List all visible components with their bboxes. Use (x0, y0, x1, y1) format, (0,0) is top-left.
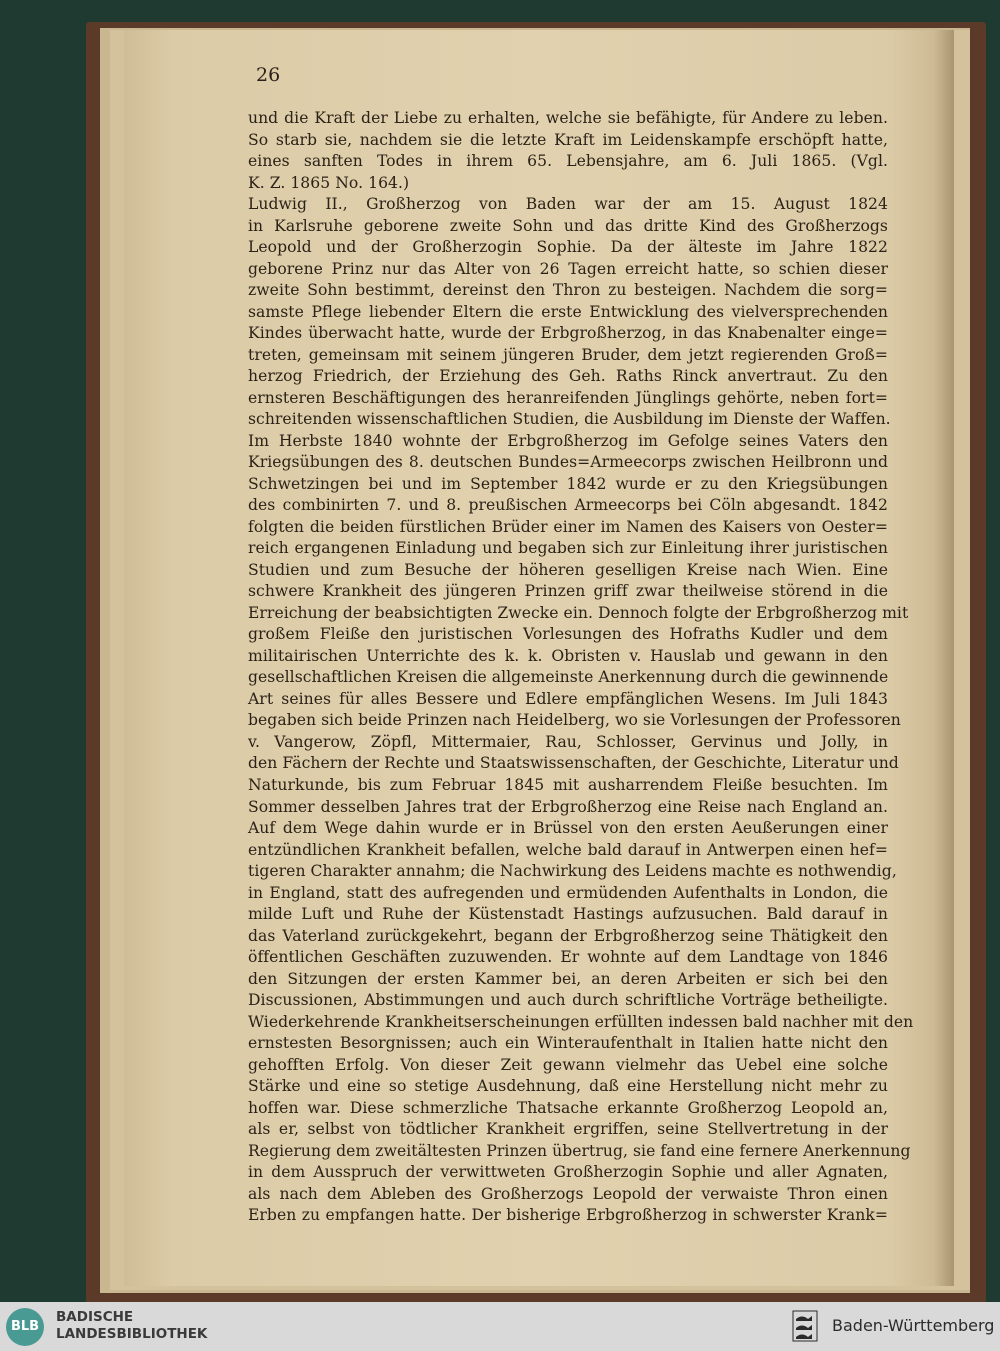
text-line: schwere Krankheit des jüngeren Prinzen griff zwar theilweise störend in die (248, 582, 888, 601)
page-text-block (248, 108, 914, 1227)
text-line: v. Vangerow, Zöpfl, Mittermaier, Rau, Schlosser, Gervinus und Jolly, in (248, 732, 888, 751)
text-line: eines sanften Todes in ihrem 65. Lebensjahre, am 6. Juli 1865. (Vgl. (248, 152, 888, 171)
text-line: samste Pflege liebender Eltern die erste Entwicklung des vielversprechenden (248, 302, 888, 321)
page-gutter-shadow (934, 30, 954, 1286)
baden-wuerttemberg-label[interactable]: Baden-Württemberg (832, 1316, 995, 1335)
text-line: treten, gemeinsam mit seinem jüngeren Bruder, dem jetzt regierenden Groß= (248, 345, 888, 364)
text-line: und die Kraft der Liebe zu erhalten, welche sie befähigte, für Andere zu leben. (248, 109, 888, 127)
text-line: Erreichung der beabsichtigten Zwecke ein. Dennoch folgte der Erbgroßherzog mit (248, 603, 909, 622)
blb-org-name-line2: LANDESBIBLIOTHEK (56, 1326, 208, 1342)
blb-org-name[interactable] (56, 1309, 207, 1343)
text-line: So starb sie, nachdem sie die letzte Kraft im Leidenskampfe erschöpft hatte, (248, 130, 888, 149)
text-line: Schwetzingen bei und im September 1842 wurde er zu den Kriegsübungen (248, 474, 888, 493)
text-line: folgten die beiden fürstlichen Brüder einer im Namen des Kaisers von Oester= (248, 517, 888, 536)
text-line: milde Luft und Ruhe der Küstenstadt Hastings aufzusuchen. Bald darauf in (248, 905, 888, 924)
text-line: das Vaterland zurückgekehrt, begann der Erbgroßherzog seine Thätigkeit den (248, 926, 888, 945)
text-line: Leopold und der Großherzogin Sophie. Da der älteste im Jahre 1822 (248, 238, 888, 257)
text-line: als nach dem Ableben des Großherzogs Leopold der verwaiste Thron einen (248, 1184, 888, 1203)
text-line: als er, selbst von tödtlicher Krankheit ergriffen, seine Stellvertretung in der (248, 1120, 888, 1139)
text-line: geborene Prinz nur das Alter von 26 Tagen erreicht hatte, so schien dieser (248, 259, 888, 278)
text-line: Sommer desselben Jahres trat der Erbgroßherzog eine Reise nach England an. (248, 797, 888, 816)
text-line: Auf dem Wege dahin wurde er in Brüssel von den ersten Aeußerungen einer (248, 819, 888, 838)
text-line: hoffen war. Diese schmerzliche Thatsache erkannte Großherzog Leopold an, (248, 1098, 888, 1117)
footer-bar (0, 1302, 1000, 1351)
text-line: Art seines für alles Bessere und Edlere empfänglichen Wesens. Im Juli 1843 (248, 689, 888, 708)
text-line: tigeren Charakter annahm; die Nachwirkung des Leidens machte es nothwendig, (248, 862, 897, 881)
text-line: in dem Ausspruch der verwittweten Großherzogin Sophie und aller Agnaten, (248, 1163, 888, 1182)
text-line: Ludwig II., Großherzog von Baden war der am 15. August 1824 (248, 195, 888, 214)
text-line: Wiederkehrende Krankheitserscheinungen erfüllten indessen bald nachher mit den (248, 1012, 914, 1031)
book-page (124, 30, 954, 1286)
text-line: schreitenden wissenschaftlichen Studien, die Ausbildung im Dienste der Waffen. (248, 410, 891, 429)
text-line: den Fächern der Rechte und Staatswissenschaften, der Geschichte, Literatur und (248, 754, 899, 773)
text-line: ernsteren Beschäftigungen des heranreifenden Jünglings gehörte, neben fort= (248, 388, 888, 407)
text-line: militairischen Unterrichte des k. k. Obristen v. Hauslab und gewann in den (248, 646, 888, 665)
blb-org-name-line1: BADISCHE (56, 1309, 134, 1325)
text-line: begaben sich beide Prinzen nach Heidelberg, wo sie Vorlesungen der Professoren (248, 711, 901, 730)
text-line: Stärke und eine so stetige Ausdehnung, daß eine Herstellung nicht mehr zu (248, 1077, 888, 1096)
page-number: 26 (256, 64, 281, 86)
text-line: gehofften Erfolg. Von dieser Zeit gewann vielmehr das Uebel eine solche (248, 1055, 888, 1074)
text-line: Im Herbste 1840 wohnte der Erbgroßherzog im Gefolge seines Vaters den (248, 431, 888, 450)
text-line: zweite Sohn bestimmt, dereinst den Thron zu besteigen. Nachdem die sorg= (248, 281, 888, 300)
text-line: großem Fleiße den juristischen Vorlesungen des Hofraths Kudler und dem (248, 625, 888, 644)
text-line: des combinirten 7. und 8. preußischen Armeecorps bei Cöln abgesandt. 1842 (248, 496, 888, 515)
text-line: Naturkunde, bis zum Februar 1845 mit ausharrendem Fleiße besuchten. Im (248, 775, 888, 794)
text-line: entzündlichen Krankheit befallen, welche bald darauf in Antwerpen einen hef= (248, 840, 888, 859)
baden-wuerttemberg-lions-icon (792, 1309, 818, 1343)
text-line: Discussionen, Abstimmungen und auch durch schriftliche Vorträge betheiligte. (248, 991, 888, 1010)
text-line: Kriegsübungen des 8. deutschen Bundes=Armeecorps zwischen Heilbronn und (248, 453, 888, 472)
text-line: K. Z. 1865 No. 164.) (248, 173, 410, 192)
text-line: Erben zu empfangen hatte. Der bisherige Erbgroßherzog in schwerster Krank= (248, 1206, 888, 1225)
text-line: herzog Friedrich, der Erziehung des Geh. Raths Rinck anvertraut. Zu den (248, 367, 888, 386)
text-line: den Sitzungen der ersten Kammer bei, an deren Arbeiten er sich bei den (248, 969, 888, 988)
text-line: öffentlichen Geschäften zuzuwenden. Er wohnte auf dem Landtage von 1846 (248, 948, 888, 967)
text-line: in Karlsruhe geborene zweite Sohn und das dritte Kind des Großherzogs (248, 216, 888, 235)
text-line: Studien und zum Besuche der höheren geselligen Kreise nach Wien. Eine (248, 560, 888, 579)
blb-logo-icon[interactable]: BLB (6, 1308, 44, 1346)
text-line: Regierung dem zweitältesten Prinzen übertrug, sie fand eine fernere Anerkennung (248, 1141, 911, 1160)
text-line: Kindes überwacht hatte, wurde der Erbgroßherzog, in das Knabenalter einge= (248, 324, 888, 343)
text-line: gesellschaftlichen Kreisen die allgemeinste Anerkennung durch die gewinnende (248, 668, 889, 687)
text-line: in England, statt des aufregenden und ermüdenden Aufenthalts in London, die (248, 883, 888, 902)
text-line: ernstesten Besorgnissen; auch ein Winteraufenthalt in Italien hatte nicht den (248, 1034, 888, 1053)
text-line: reich ergangenen Einladung und begaben sich zur Einleitung ihrer juristischen (248, 539, 888, 558)
